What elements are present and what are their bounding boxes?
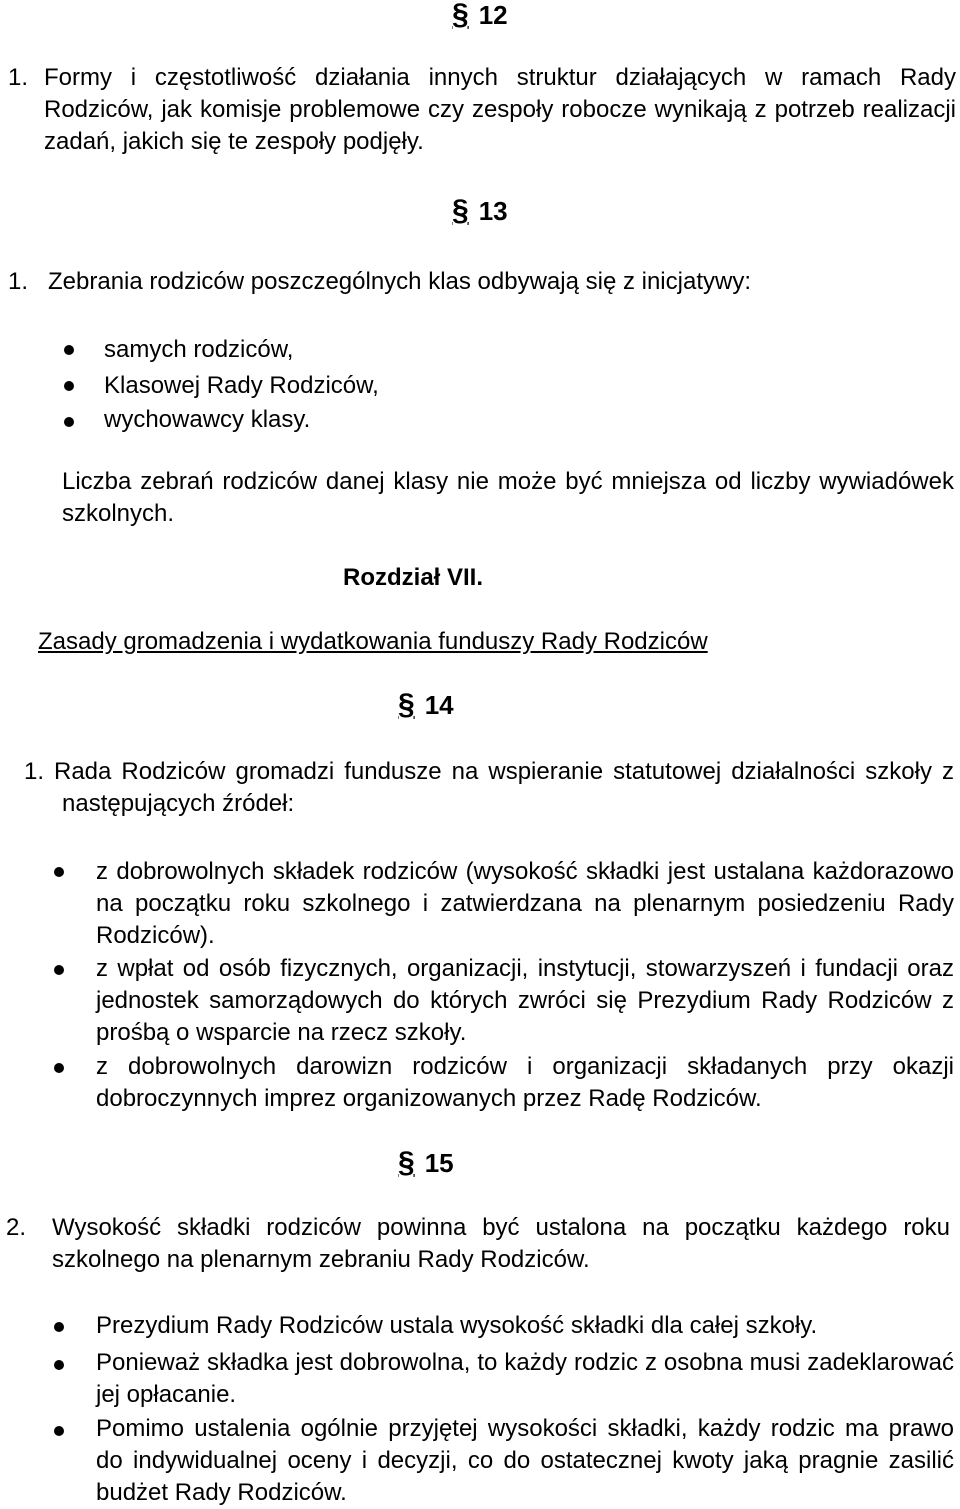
paragraph-number: 1. xyxy=(24,758,45,785)
section-sign: § xyxy=(452,194,469,227)
list-item: Ponieważ składka jest dobrowolna, to każdy rodzic z osobna musi zadeklarować jej opłacanie. xyxy=(96,1349,954,1408)
section-number: 15 xyxy=(424,1148,454,1178)
section-sign: § xyxy=(452,0,469,31)
bullet-icon xyxy=(54,965,64,975)
paragraph-number: 1. xyxy=(8,268,29,295)
list-item: Klasowej Rady Rodziców, xyxy=(104,372,379,399)
section-14-heading xyxy=(398,690,454,720)
section-12-heading xyxy=(452,0,508,30)
list-item: z dobrowolnych składek rodziców (wysokość składki jest ustalana każdorazowo na początku roku szkolnego i zatwierdzana na plenarnym posiedzeniu Rady Rodziców). xyxy=(96,858,954,949)
bullet-icon xyxy=(64,417,74,427)
section-sign: § xyxy=(398,1146,415,1179)
bullet-icon xyxy=(64,345,74,355)
bullet-icon xyxy=(54,1322,64,1332)
paragraph-14-1: Rada Rodziców gromadzi fundusze na wspieranie statutowej działalności szkoły z następujących źródeł: xyxy=(54,758,954,817)
bullet-icon xyxy=(64,381,74,391)
section-number: 13 xyxy=(478,196,508,226)
chapter-subtitle: Zasady gromadzenia i wydatkowania funduszy Rady Rodziców xyxy=(38,628,708,655)
bullet-icon xyxy=(54,1426,64,1436)
paragraph-13-1: Zebrania rodziców poszczególnych klas odbywają się z inicjatywy: xyxy=(48,268,751,295)
bullet-icon xyxy=(54,1360,64,1370)
paragraph-13-note: Liczba zebrań rodziców danej klasy nie może być mniejsza od liczby wywiadówek szkolnych. xyxy=(62,468,954,527)
bullet-icon xyxy=(54,1063,64,1073)
paragraph-number: 1. xyxy=(8,64,29,91)
section-sign: § xyxy=(398,688,415,721)
section-13-heading xyxy=(452,196,508,226)
section-number: 12 xyxy=(478,0,508,30)
list-item: z wpłat od osób fizycznych, organizacji, instytucji, stowarzyszeń i fundacji oraz jednostek samorządowych do których zwróci się Prezydium Rady Rodziców z prośbą o wsparcie na rzecz szkoły. xyxy=(96,955,954,1046)
list-item: Prezydium Rady Rodziców ustala wysokość składki dla całej szkoły. xyxy=(96,1312,818,1339)
list-item: wychowawcy klasy. xyxy=(104,406,311,433)
chapter-title: Rozdział VII. xyxy=(343,564,484,591)
list-item: z dobrowolnych darowizn rodziców i organizacji składanych przy okazji dobroczynnych imprez organizowanych przez Radę Rodziców. xyxy=(96,1053,954,1112)
section-15-heading xyxy=(398,1148,454,1178)
list-item: samych rodziców, xyxy=(104,336,294,363)
paragraph-number: 2. xyxy=(6,1214,27,1241)
paragraph-15-2: Wysokość składki rodziców powinna być ustalona na początku każdego roku szkolnego na plenarnym zebraniu Rady Rodziców. xyxy=(52,1214,950,1273)
section-number: 14 xyxy=(424,690,454,720)
bullet-icon xyxy=(54,867,64,877)
list-item: Pomimo ustalenia ogólnie przyjętej wysokości składki, każdy rodzic ma prawo do indywidualnej oceny i decyzji, co do ostatecznej kwoty jaką pragnie zasilić budżet Rady Rodziców. xyxy=(96,1415,954,1506)
paragraph-12-1: Formy i częstotliwość działania innych struktur działających w ramach Rady Rodziców, jak komisje problemowe czy zespoły robocze wynikają z potrzeb realizacji zadań, jakich się te zespoły podjęły. xyxy=(44,64,956,155)
